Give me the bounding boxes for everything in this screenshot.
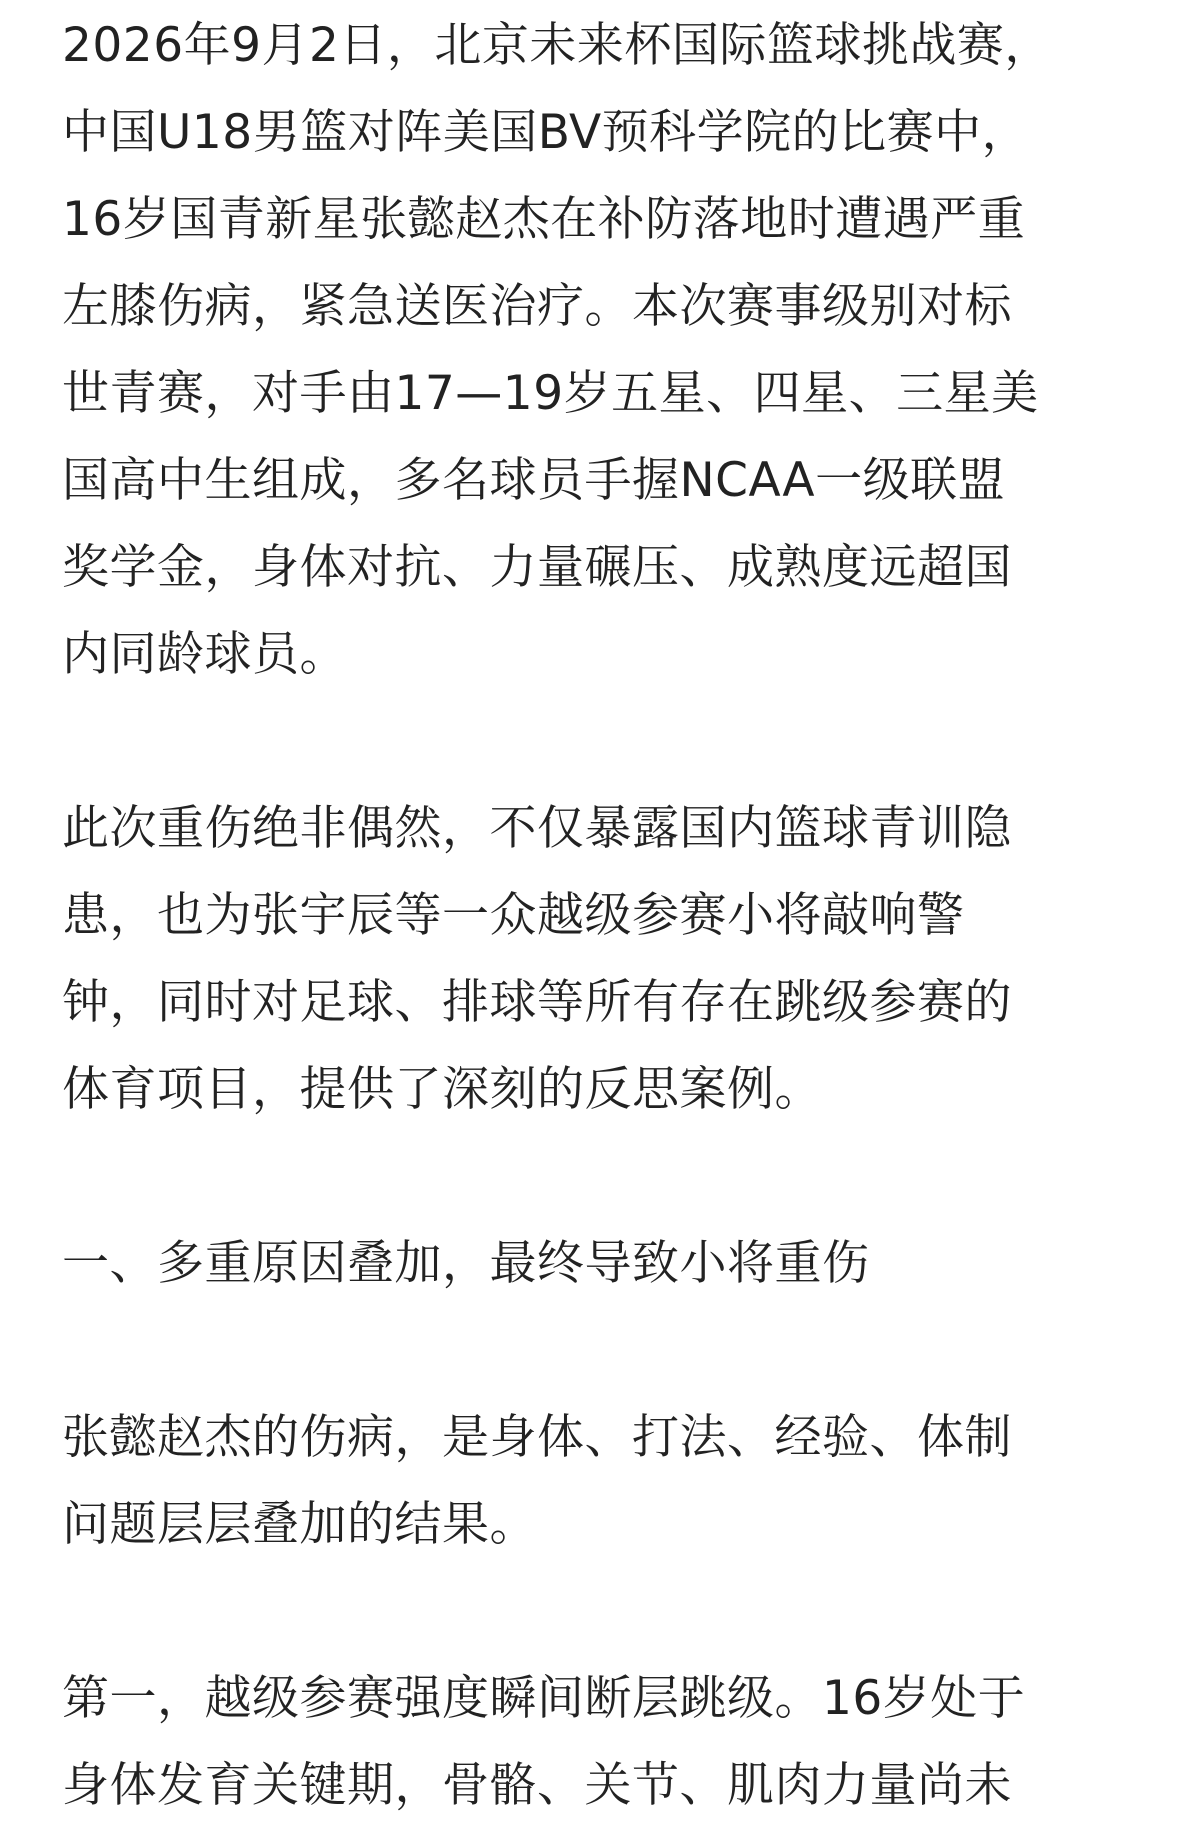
text-line: 钟，同时对足球、排球等所有存在跳级参赛的 (62, 975, 1012, 1030)
text-line: 16岁国青新星张懿赵杰在补防落地时遭遇严重 (62, 192, 1026, 247)
paragraph-causes-intro (62, 1394, 1120, 1568)
text-line: 世青赛，对手由17—19岁五星、四星、三星美 (62, 366, 1039, 421)
heading-text: 一、多重原因叠加，最终导致小将重伤 (62, 1236, 870, 1291)
paragraph-spacer (62, 1133, 1120, 1220)
paragraph-spacer (62, 698, 1120, 785)
paragraph-cause-one (62, 1655, 1120, 1829)
text-line: 第一，越级参赛强度瞬间断层跳级。16岁处于 (62, 1671, 1026, 1726)
paragraph-reflection (62, 785, 1120, 1133)
section-heading (62, 1220, 1120, 1307)
text-line: 奖学金，身体对抗、力量碾压、成熟度远超国 (62, 540, 1012, 595)
text-line: 身体发育关键期，骨骼、关节、肌肉力量尚未 (62, 1758, 1012, 1813)
text-line: 左膝伤病，紧急送医治疗。本次赛事级别对标 (62, 279, 1012, 334)
article-body (62, 2, 1120, 1829)
text-line: 问题层层叠加的结果。 (62, 1497, 537, 1552)
text-line: 此次重伤绝非偶然，不仅暴露国内篮球青训隐 (62, 801, 1012, 856)
text-line: 患，也为张宇辰等一众越级参赛小将敲响警 (62, 888, 965, 943)
text-line: 内同龄球员。 (62, 627, 347, 682)
paragraph-match-report (62, 2, 1120, 698)
paragraph-spacer (62, 1307, 1120, 1394)
text-line: 中国U18男篮对阵美国BV预科学院的比赛中， (62, 105, 1030, 160)
text-line: 国高中生组成，多名球员手握NCAA一级联盟 (62, 453, 1006, 508)
paragraph-spacer (62, 1568, 1120, 1655)
text-line: 2026年9月2日，北京未来杯国际篮球挑战赛， (62, 18, 1052, 73)
text-line: 体育项目，提供了深刻的反思案例。 (62, 1062, 822, 1117)
text-line: 张懿赵杰的伤病，是身体、打法、经验、体制 (62, 1410, 1012, 1465)
